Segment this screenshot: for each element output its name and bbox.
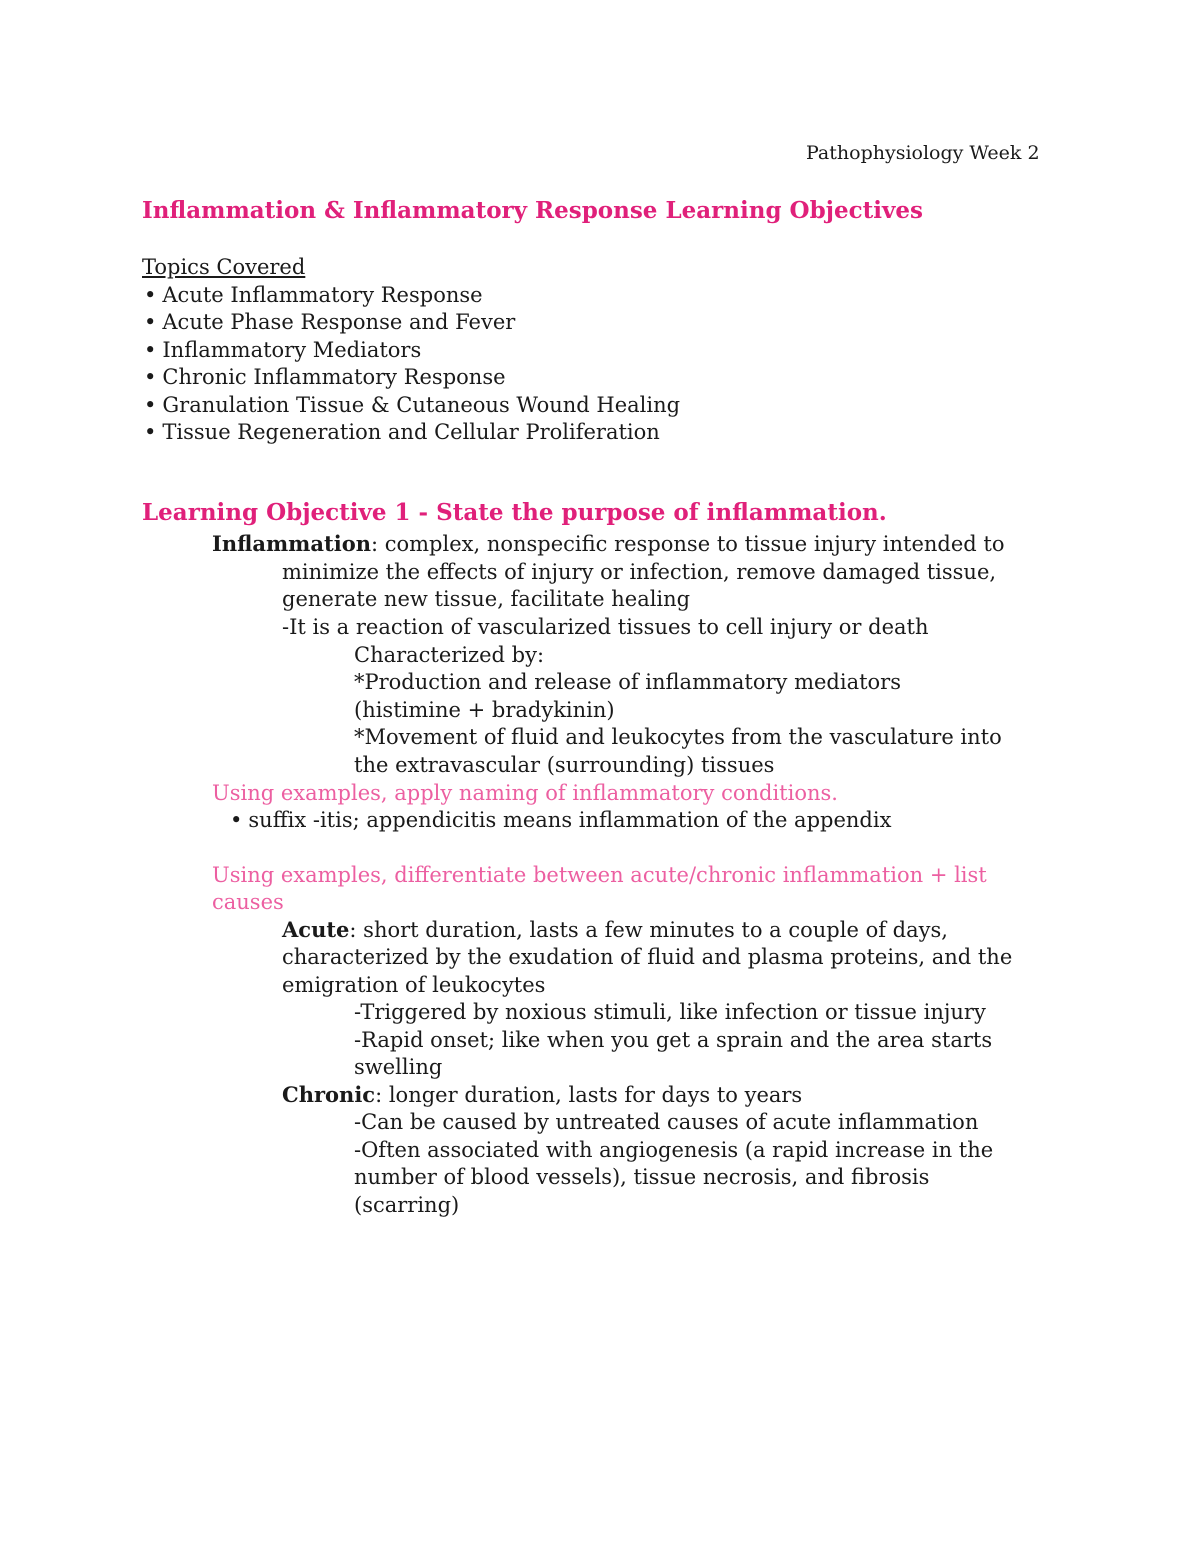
characterized-label: Characterized by: <box>354 643 545 667</box>
inflammation-def-line: minimize the effects of injury or infection, remove damaged tissue, <box>282 560 997 584</box>
inflammation-def-line: generate new tissue, facilitate healing <box>282 587 691 611</box>
acute-point: -Triggered by noxious stimuli, like infection or tissue injury <box>354 1000 986 1024</box>
page-title: Inflammation & Inflammatory Response Learning Objectives <box>142 197 923 224</box>
topic-item: • Inflammatory Mediators <box>144 336 421 364</box>
acute-def-line: : short duration, lasts a few minutes to a couple of days, <box>349 918 948 942</box>
topic-item: • Acute Phase Response and Fever <box>144 308 515 336</box>
chronic-point: number of blood vessels), tissue necrosis, and fibrosis <box>354 1165 930 1189</box>
naming-prompt: Using examples, apply naming of inflammatory conditions. <box>212 781 838 805</box>
characterized-line: *Production and release of inflammatory mediators <box>354 670 901 694</box>
objective-heading: Learning Objective 1 - State the purpose of inflammation. <box>142 499 887 526</box>
chronic-point: (scarring) <box>354 1193 460 1217</box>
acute-term: Acute <box>282 917 350 942</box>
chronic-point: -Often associated with angiogenesis (a rapid increase in the <box>354 1138 994 1162</box>
acute-def-line: emigration of leukocytes <box>282 973 546 997</box>
topic-item: • Chronic Inflammatory Response <box>144 363 506 391</box>
topics-label: Topics Covered <box>142 255 306 279</box>
acute-point: swelling <box>354 1055 443 1079</box>
acute-def-line: characterized by the exudation of fluid and plasma proteins, and the <box>282 945 1013 969</box>
reaction-line: -It is a reaction of vascularized tissues to cell injury or death <box>282 615 929 639</box>
chronic-point: -Can be caused by untreated causes of acute inflammation <box>354 1110 979 1134</box>
characterized-line: the extravascular (surrounding) tissues <box>354 753 775 777</box>
topic-item: • Tissue Regeneration and Cellular Proliferation <box>144 418 660 446</box>
chronic-definition <box>282 1081 802 1109</box>
characterized-line: (histimine + bradykinin) <box>354 698 615 722</box>
course-header: Pathophysiology Week 2 <box>806 142 1040 164</box>
topic-item: • Acute Inflammatory Response <box>144 281 483 309</box>
inflammation-def-line: : complex, nonspecific response to tissue injury intended to <box>370 532 1005 556</box>
differentiate-prompt: causes <box>212 890 284 914</box>
chronic-def: : longer duration, lasts for days to years <box>375 1083 803 1107</box>
differentiate-prompt: Using examples, differentiate between acute/chronic inflammation + list <box>212 863 987 887</box>
characterized-line: *Movement of fluid and leukocytes from the vasculature into <box>354 725 1002 749</box>
inflammation-term: Inflammation <box>212 531 371 556</box>
acute-point: -Rapid onset; like when you get a sprain and the area starts <box>354 1028 993 1052</box>
chronic-term: Chronic <box>282 1082 376 1107</box>
inflammation-definition <box>212 530 1004 558</box>
acute-definition <box>282 916 948 944</box>
topic-item: • Granulation Tissue & Cutaneous Wound Healing <box>144 391 680 419</box>
naming-bullet: • suffix -itis; appendicitis means inflammation of the appendix <box>230 806 891 834</box>
